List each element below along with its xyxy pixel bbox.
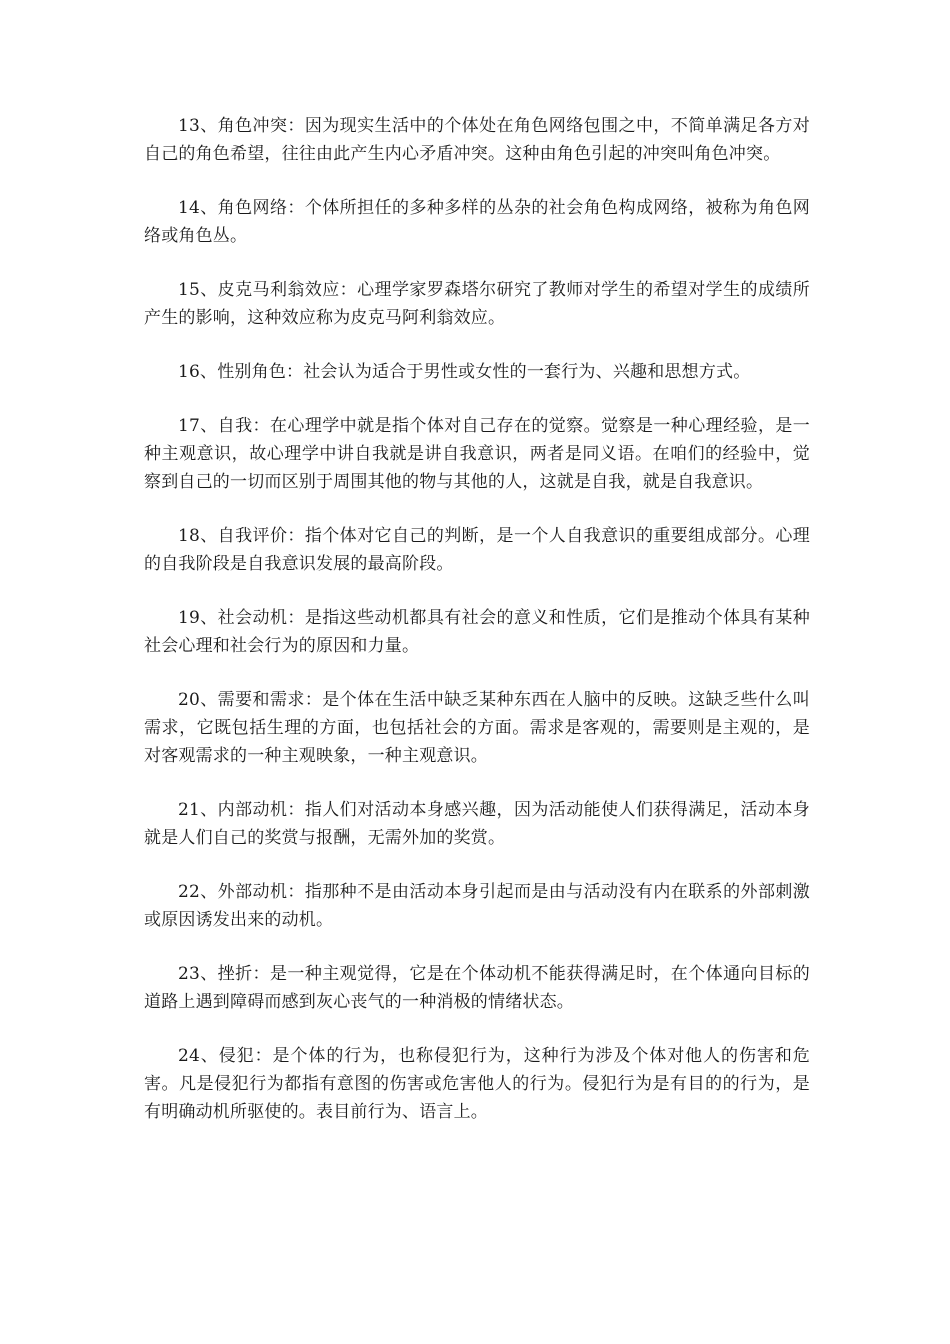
paragraph-24-aggression: 24、侵犯：是个体的行为，也称侵犯行为，这种行为涉及个体对他人的伤害和危害。凡是侵犯行为都指有意图的伤害或危害他人的行为。侵犯行为是有目的的行为，是有明确动机所驱使的。表目前行为、语言上。 [144,1046,810,1122]
paragraph-18-self-evaluation: 18、自我评价：指个体对它自己的判断，是一个人自我意识的重要组成部分。心理的自我阶段是自我意识发展的最高阶段。 [144,526,810,574]
paragraph-22-extrinsic-motivation: 22、外部动机：指那种不是由活动本身引起而是由与活动没有内在联系的外部刺激或原因诱发出来的动机。 [144,882,810,930]
paragraph-14-role-network: 14、角色网络：个体所担任的多种多样的丛杂的社会角色构成网络，被称为角色网络或角色丛。 [144,198,810,246]
paragraph-13-role-conflict: 13、角色冲突：因为现实生活中的个体处在角色网络包围之中，不简单满足各方对自己的角色希望，往往由此产生内心矛盾冲突。这种由角色引起的冲突叫角色冲突。 [144,116,810,164]
paragraph-19-social-motivation: 19、社会动机：是指这些动机都具有社会的意义和性质，它们是推动个体具有某种社会心理和社会行为的原因和力量。 [144,608,810,656]
paragraph-21-intrinsic-motivation: 21、内部动机：指人们对活动本身感兴趣，因为活动能使人们获得满足，活动本身就是人们自己的奖赏与报酬，无需外加的奖赏。 [144,800,810,848]
paragraph-17-self: 17、自我：在心理学中就是指个体对自己存在的觉察。觉察是一种心理经验，是一种主观意识，故心理学中讲自我就是讲自我意识，两者是同义语。在咱们的经验中，觉察到自己的一切而区别于周围其他的物与其他的人，这就是自我，就是自我意识。 [144,416,810,492]
paragraph-16-gender-role: 16、性别角色：社会认为适合于男性或女性的一套行为、兴趣和思想方式。 [178,362,751,382]
document-page [144,112,810,1152]
paragraph-23-frustration: 23、挫折：是一种主观觉得，它是在个体动机不能获得满足时，在个体通向目标的道路上遇到障碍而感到灰心丧气的一种消极的情绪状态。 [144,964,810,1012]
paragraph-20-needs-and-demands: 20、需要和需求：是个体在生活中缺乏某种东西在人脑中的反映。这缺乏些什么叫需求，它既包括生理的方面，也包括社会的方面。需求是客观的，需要则是主观的，是对客观需求的一种主观映象，一种主观意识。 [144,690,810,766]
paragraph-15-pygmalion-effect: 15、皮克马利翁效应：心理学家罗森塔尔研究了教师对学生的希望对学生的成绩所产生的影响，这种效应称为皮克马阿利翁效应。 [144,280,810,328]
